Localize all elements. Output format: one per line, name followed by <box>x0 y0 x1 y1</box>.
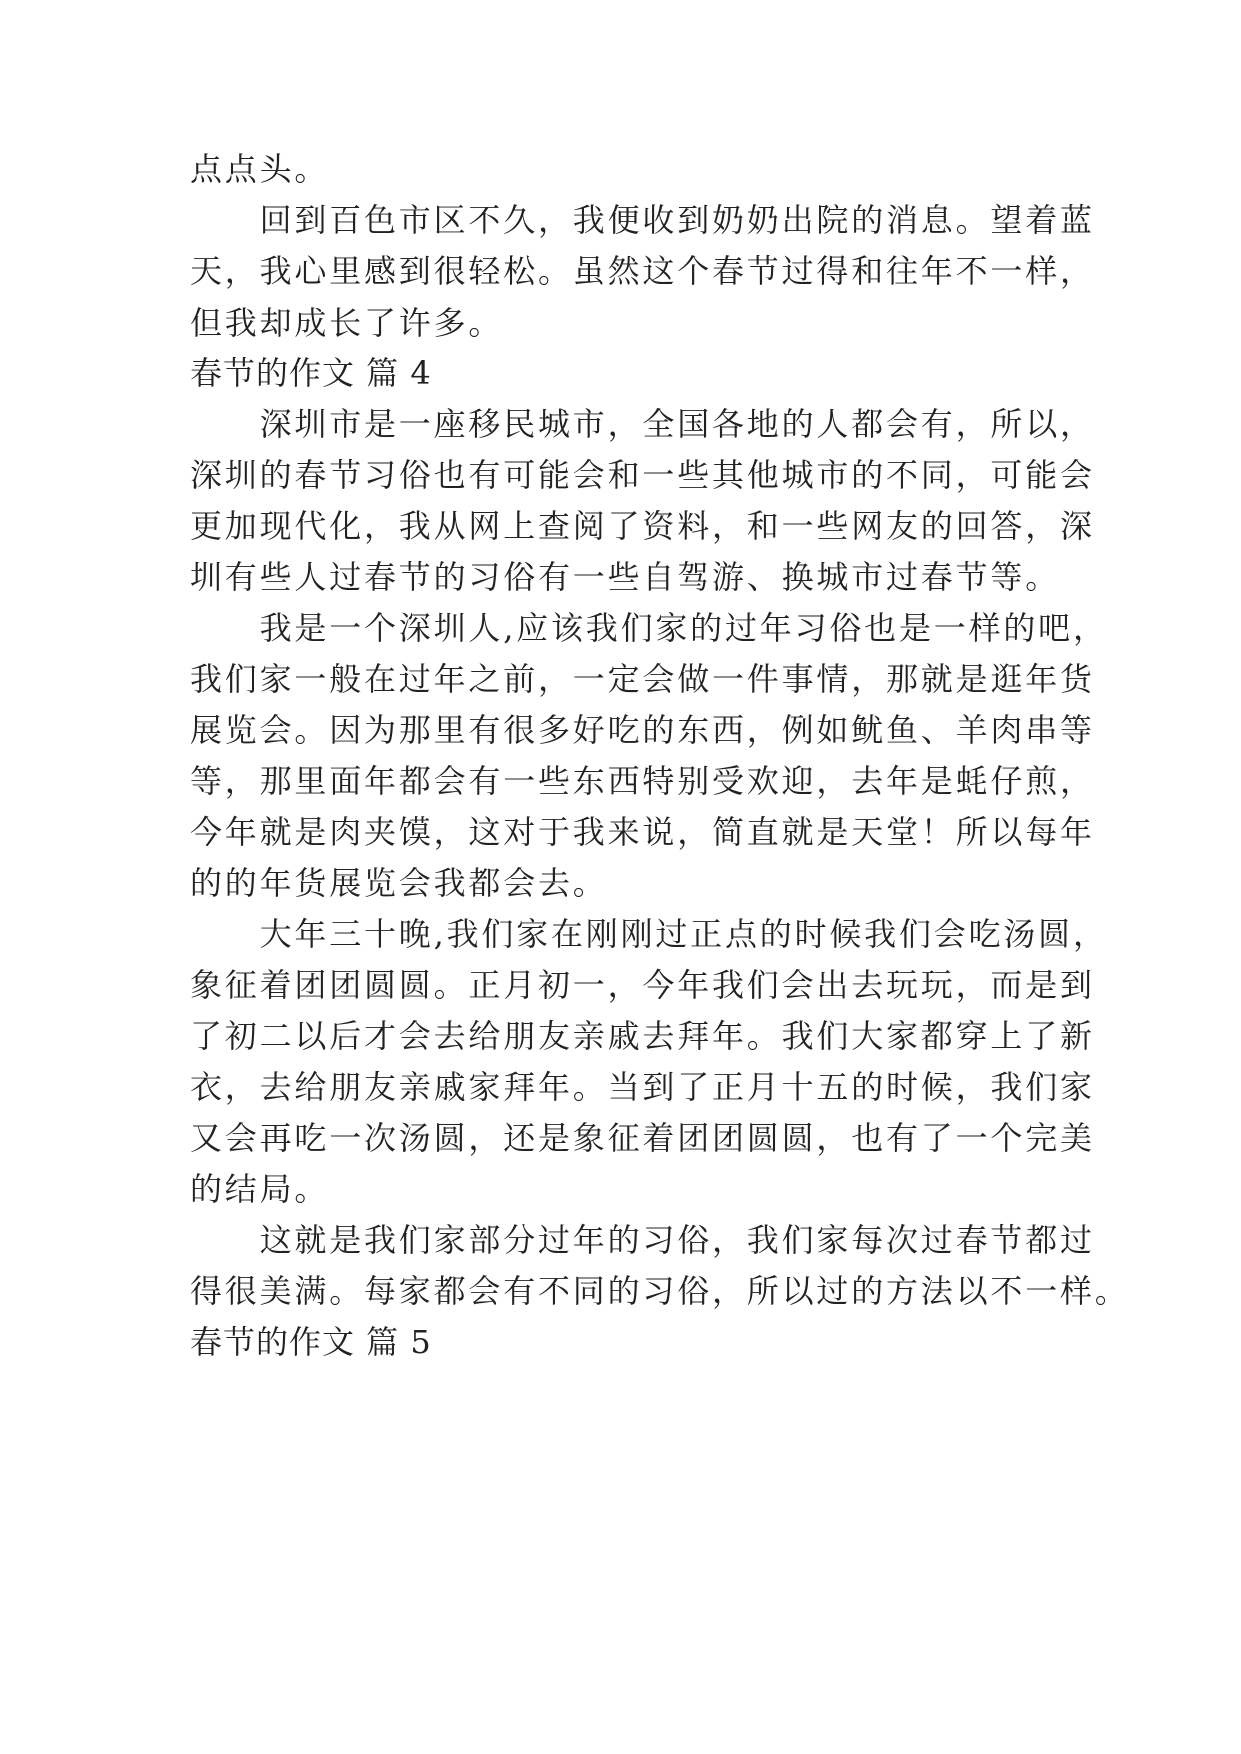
text-line: 大年三十晚,我们家在刚刚过正点的时候我们会吃汤圆， <box>190 915 1108 953</box>
text-line: 的的年货展览会我都会去。 <box>190 864 608 902</box>
text-line: 展览会。因为那里有很多好吃的东西，例如鱿鱼、羊肉串等 <box>190 711 1095 749</box>
text-line: 我是一个深圳人,应该我们家的过年习俗也是一样的吧， <box>190 609 1108 647</box>
text-line: 圳有些人过春节的习俗有一些自驾游、换城市过春节等。 <box>190 558 1061 596</box>
text-line: 深圳的春节习俗也有可能会和一些其他城市的不同，可能会 <box>190 456 1095 494</box>
section-heading: 春节的作文 篇 5 <box>190 1323 432 1361</box>
text-line: 得很美满。每家都会有不同的习俗，所以过的方法以不一样。 <box>190 1272 1130 1310</box>
text-line: 我们家一般在过年之前，一定会做一件事情，那就是逛年货 <box>190 660 1095 698</box>
text-line: 更加现代化，我从网上查阅了资料，和一些网友的回答，深 <box>190 507 1095 545</box>
text-line: 象征着团团圆圆。正月初一，今年我们会出去玩玩，而是到 <box>190 966 1095 1004</box>
text-line: 今年就是肉夹馍，这对于我来说，简直就是天堂！所以每年 <box>190 813 1095 851</box>
text-line: 回到百色市区不久，我便收到奶奶出院的消息。望着蓝 <box>190 201 1095 239</box>
text-line: 了初二以后才会去给朋友亲戚去拜年。我们大家都穿上了新 <box>190 1017 1095 1055</box>
text-line: 点点头。 <box>190 150 330 188</box>
text-line: 这就是我们家部分过年的习俗，我们家每次过春节都过 <box>190 1221 1095 1259</box>
text-line: 但我却成长了许多。 <box>190 304 504 342</box>
text-line: 的结局。 <box>190 1170 330 1208</box>
text-line: 衣，去给朋友亲戚家拜年。当到了正月十五的时候，我们家 <box>190 1068 1095 1106</box>
text-line: 又会再吃一次汤圆，还是象征着团团圆圆，也有了一个完美 <box>190 1119 1095 1157</box>
section-heading: 春节的作文 篇 4 <box>190 354 432 392</box>
text-line: 天，我心里感到很轻松。虽然这个春节过得和往年不一样， <box>190 252 1095 290</box>
text-line: 等，那里面年都会有一些东西特别受欢迎，去年是蚝仔煎， <box>190 762 1095 800</box>
text-line: 深圳市是一座移民城市，全国各地的人都会有，所以， <box>190 405 1095 443</box>
